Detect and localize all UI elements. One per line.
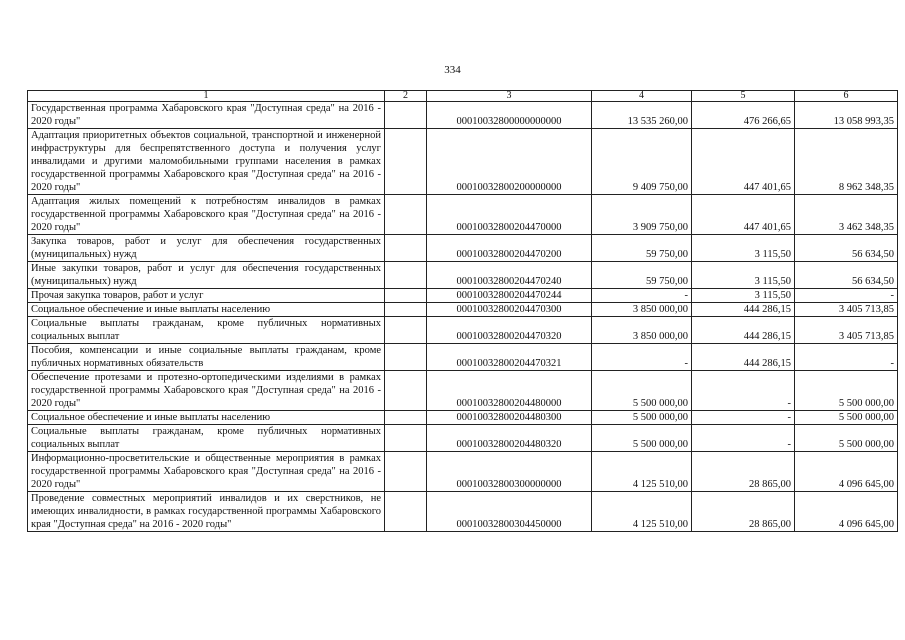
row-name: Адаптация приоритетных объектов социальной, транспортной и инженерной инфраструктуры для беспрепятственного доступа и получения услуг инвалидами и другими маломобильными группами населения в рамках государственной программы Хабаровского края "Доступная среда" на 2016 - 2020 годы" [28,129,385,195]
column-header-3: 3 [427,91,592,102]
table-row [28,262,898,289]
header-row [28,91,898,102]
column-header-5: 5 [692,91,795,102]
row-value-5: - [692,425,795,452]
row-name: Государственная программа Хабаровского края "Доступная среда" на 2016 - 2020 годы" [28,102,385,129]
row-value-5: 447 401,65 [692,129,795,195]
row-col2 [385,492,427,532]
row-value-4: 3 850 000,00 [592,317,692,344]
table-row [28,129,898,195]
table-row [28,492,898,532]
row-value-5: 28 865,00 [692,452,795,492]
row-code: 00010032800204470200 [427,235,592,262]
row-value-6: 3 405 713,85 [795,303,898,317]
row-value-6: 13 058 993,35 [795,102,898,129]
row-code: 00010032800204470000 [427,195,592,235]
row-value-5: 444 286,15 [692,344,795,371]
row-code: 00010032800204480320 [427,425,592,452]
row-col2 [385,102,427,129]
budget-table [27,90,898,532]
row-code: 00010032800204470244 [427,289,592,303]
column-header-2: 2 [385,91,427,102]
row-name: Обеспечение протезами и протезно-ортопедическими изделиями в рамках государственной программы Хабаровского края "Доступная среда" на 2016 - 2020 годы" [28,371,385,411]
row-value-4: - [592,289,692,303]
column-header-4: 4 [592,91,692,102]
row-col2 [385,344,427,371]
row-code: 00010032800204480000 [427,371,592,411]
row-value-4: 5 500 000,00 [592,425,692,452]
row-code: 00010032800204470240 [427,262,592,289]
row-value-6: 56 634,50 [795,235,898,262]
row-code: 00010032800204470320 [427,317,592,344]
row-value-4: 3 850 000,00 [592,303,692,317]
row-name: Проведение совместных мероприятий инвалидов и их сверстников, не имеющих инвалидности, в рамках государственной программы Хабаровского края "Доступная среда" на 2016 - 2020 годы" [28,492,385,532]
row-code: 00010032800204480300 [427,411,592,425]
table-header [28,91,898,102]
table-row [28,425,898,452]
row-value-6: 3 462 348,35 [795,195,898,235]
row-code: 00010032800300000000 [427,452,592,492]
row-value-4: 59 750,00 [592,235,692,262]
row-name: Иные закупки товаров, работ и услуг для обеспечения государственных (муниципальных) нужд [28,262,385,289]
row-value-5: 447 401,65 [692,195,795,235]
row-value-5: 3 115,50 [692,289,795,303]
row-code: 00010032800304450000 [427,492,592,532]
table-row [28,289,898,303]
row-value-6: 5 500 000,00 [795,411,898,425]
row-value-5: 476 266,65 [692,102,795,129]
row-name: Пособия, компенсации и иные социальные выплаты гражданам, кроме публичных нормативных обязательств [28,344,385,371]
row-name: Социальные выплаты гражданам, кроме публичных нормативных социальных выплат [28,317,385,344]
row-name: Адаптация жилых помещений к потребностям инвалидов в рамках государственной программы Хабаровского края "Доступная среда" на 2016 - 2020 годы" [28,195,385,235]
row-value-5: - [692,371,795,411]
table-body [28,102,898,532]
row-value-6: - [795,289,898,303]
row-col2 [385,195,427,235]
row-value-5: 444 286,15 [692,317,795,344]
row-name: Закупка товаров, работ и услуг для обеспечения государственных (муниципальных) нужд [28,235,385,262]
row-col2 [385,452,427,492]
row-value-6: 8 962 348,35 [795,129,898,195]
row-value-5: - [692,411,795,425]
row-value-6: 3 405 713,85 [795,317,898,344]
row-col2 [385,129,427,195]
row-value-4: 13 535 260,00 [592,102,692,129]
row-value-5: 444 286,15 [692,303,795,317]
row-col2 [385,289,427,303]
table-row [28,371,898,411]
row-value-4: 4 125 510,00 [592,452,692,492]
row-code: 00010032800204470300 [427,303,592,317]
row-value-4: 3 909 750,00 [592,195,692,235]
row-code: 00010032800000000000 [427,102,592,129]
table-row [28,344,898,371]
row-value-5: 3 115,50 [692,235,795,262]
row-col2 [385,411,427,425]
row-col2 [385,303,427,317]
row-value-4: 5 500 000,00 [592,371,692,411]
row-name: Прочая закупка товаров, работ и услуг [28,289,385,303]
row-value-6: 4 096 645,00 [795,452,898,492]
row-value-4: - [592,344,692,371]
table-row [28,411,898,425]
row-value-5: 3 115,50 [692,262,795,289]
table-row [28,303,898,317]
row-value-5: 28 865,00 [692,492,795,532]
row-value-6: 5 500 000,00 [795,371,898,411]
row-value-6: 5 500 000,00 [795,425,898,452]
row-col2 [385,317,427,344]
table-row [28,195,898,235]
table-row [28,317,898,344]
row-code: 00010032800204470321 [427,344,592,371]
row-name: Информационно-просветительские и общественные мероприятия в рамках государственной программы Хабаровского края "Доступная среда" на 2016 - 2020 годы" [28,452,385,492]
row-name: Социальное обеспечение и иные выплаты населению [28,411,385,425]
row-value-6: 4 096 645,00 [795,492,898,532]
row-value-6: 56 634,50 [795,262,898,289]
row-col2 [385,235,427,262]
row-value-4: 59 750,00 [592,262,692,289]
row-value-6: - [795,344,898,371]
page-number: 334 [444,64,461,76]
row-col2 [385,371,427,411]
row-col2 [385,262,427,289]
table-row [28,452,898,492]
row-name: Социальные выплаты гражданам, кроме публичных нормативных социальных выплат [28,425,385,452]
table-row [28,102,898,129]
column-header-1: 1 [28,91,385,102]
table-row [28,235,898,262]
row-value-4: 9 409 750,00 [592,129,692,195]
row-value-4: 4 125 510,00 [592,492,692,532]
row-code: 00010032800200000000 [427,129,592,195]
column-header-6: 6 [795,91,898,102]
row-name: Социальное обеспечение и иные выплаты населению [28,303,385,317]
row-col2 [385,425,427,452]
row-value-4: 5 500 000,00 [592,411,692,425]
